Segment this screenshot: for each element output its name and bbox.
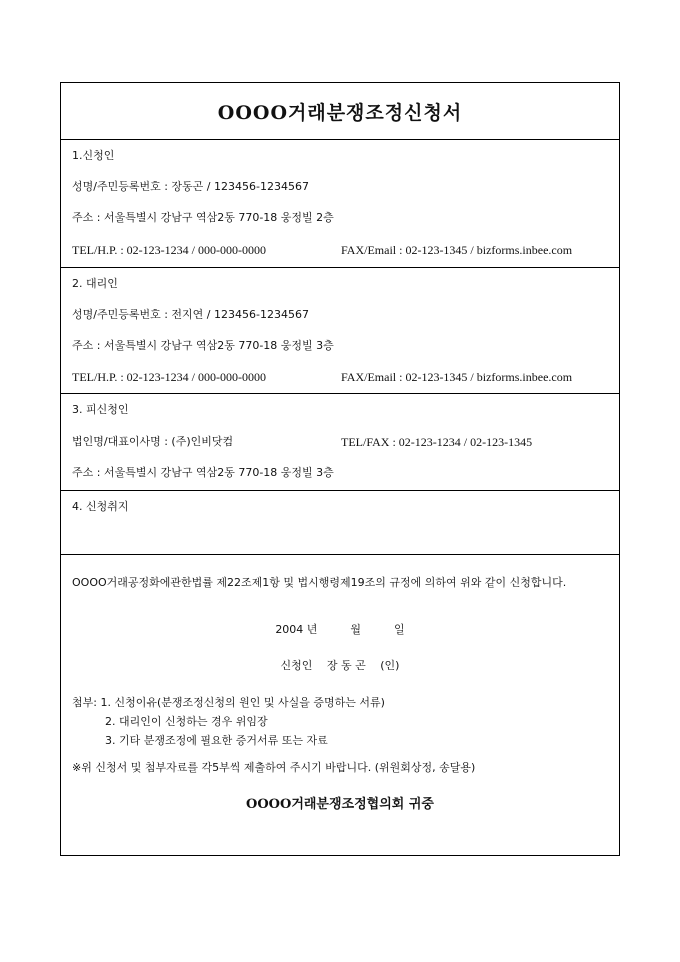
applicant-address: 주소 : 서울특별시 강남구 역삼2동 770-18 웅정빌 2층 bbox=[72, 211, 334, 224]
applicant-signature: 신청인 장 동 곤 (인) bbox=[280, 659, 400, 672]
form-title: OOOO거래분쟁조정신청서 bbox=[217, 101, 463, 124]
title-row bbox=[61, 83, 619, 140]
attachment-2: 2. 대리인이 신청하는 경우 위임장 bbox=[105, 715, 268, 728]
respondent-section bbox=[61, 394, 619, 491]
application-form bbox=[60, 82, 620, 856]
agent-address: 주소 : 서울특별시 강남구 역삼2동 770-18 웅정빌 3층 bbox=[72, 339, 334, 352]
attachment-2-row bbox=[72, 712, 268, 731]
respondent-address: 주소 : 서울특별시 강남구 역삼2동 770-18 웅정빌 3층 bbox=[72, 466, 334, 479]
submission-note: ※위 신청서 및 첨부자료를 각5부씩 제출하여 주시기 바랍니다. (위원회상정, 송달용) bbox=[72, 761, 476, 774]
addressee: OOOO거래분쟁조정협의회 귀중 bbox=[246, 797, 434, 812]
declaration-text: OOOO거래공정화에관한법률 제22조제1항 및 법시행령제19조의 규정에 의하여 위와 같이 신청합니다. bbox=[72, 576, 567, 589]
applicant-name-id: 성명/주민등록번호 : 장동곤 / 123456-1234567 bbox=[72, 180, 309, 193]
respondent-corp: 법인명/대표이사명 : (주)인비닷컴 bbox=[72, 435, 234, 448]
application-date: 2004 년 월 일 bbox=[275, 623, 405, 636]
attachment-3: 3. 기타 분쟁조정에 필요한 증거서류 또는 자료 bbox=[105, 734, 328, 747]
agent-header: 2. 대리인 bbox=[72, 277, 118, 290]
attachment-1: 첨부: 1. 신청이유(분쟁조정신청의 원인 및 사실을 증명하는 서류) bbox=[72, 696, 385, 709]
applicant-fax: FAX/Email : 02-123-1345 / bizforms.inbee.com bbox=[341, 243, 573, 257]
agent-tel: TEL/H.P. : 02-123-1234 / 000-000-0000 bbox=[72, 370, 266, 384]
agent-section bbox=[61, 268, 619, 394]
declaration-section bbox=[61, 555, 619, 857]
respondent-header: 3. 피신청인 bbox=[72, 403, 129, 416]
purpose-section bbox=[61, 491, 619, 555]
respondent-telfax: TEL/FAX : 02-123-1234 / 02-123-1345 bbox=[341, 435, 533, 449]
attachment-3-row bbox=[72, 731, 328, 750]
agent-fax: FAX/Email : 02-123-1345 / bizforms.inbee.com bbox=[341, 370, 573, 384]
applicant-header: 1.신청인 bbox=[72, 149, 115, 162]
applicant-tel: TEL/H.P. : 02-123-1234 / 000-000-0000 bbox=[72, 243, 266, 257]
applicant-section bbox=[61, 140, 619, 268]
purpose-header: 4. 신청취지 bbox=[72, 500, 129, 513]
agent-name-id: 성명/주민등록번호 : 전지연 / 123456-1234567 bbox=[72, 308, 309, 321]
